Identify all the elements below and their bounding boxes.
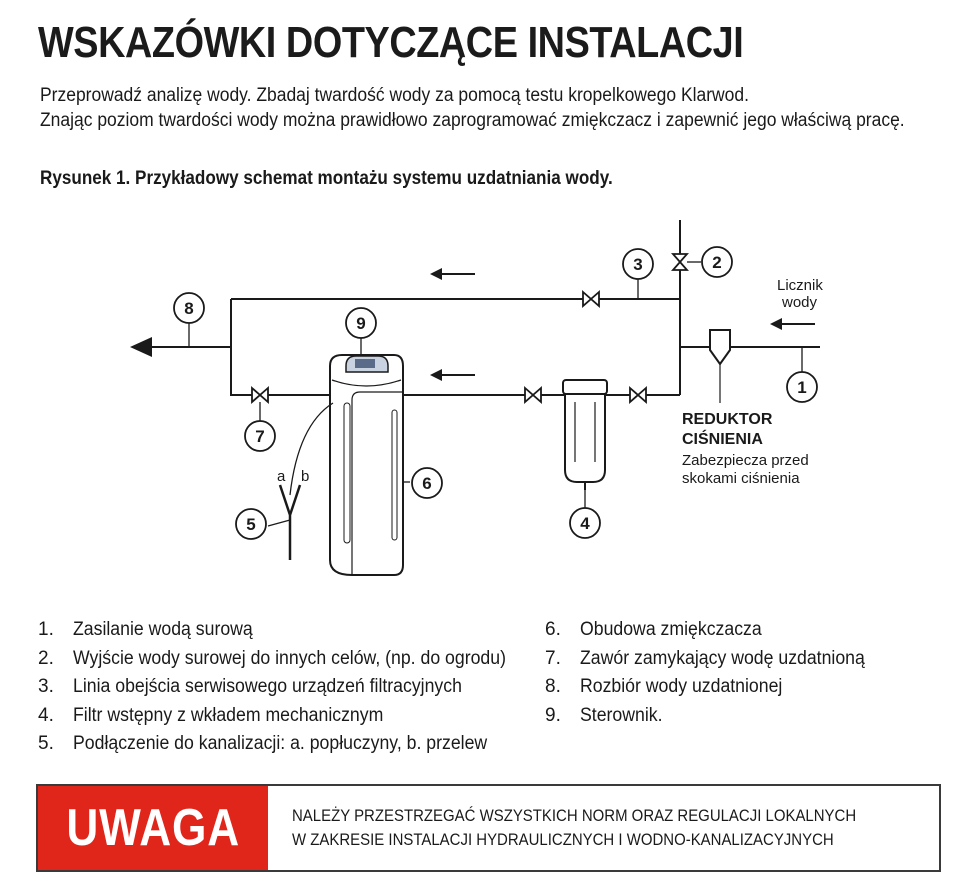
legend-right bbox=[545, 616, 886, 730]
softener-tank bbox=[330, 355, 403, 575]
drain-label-a: a bbox=[277, 468, 286, 485]
warning-line-1: NALEŻY PRZESTRZEGAĆ WSZYSTKICH NORM ORAZ REGULACJI LOKALNYCH bbox=[292, 806, 857, 825]
legend-item: 5. Podłączenie do kanalizacji: a. popłuczyny, b. przelew bbox=[38, 733, 488, 754]
treated-water-pipe bbox=[231, 299, 330, 395]
intro-line-2: Znając poziom twardości wody można prawidłowo zaprogramować zmiękczacz i zapewnić jego właściwą pracę. bbox=[40, 110, 905, 131]
installation-diagram bbox=[0, 210, 961, 590]
legend-item: 2. Wyjście wody surowej do innych celów, (np. do ogrodu) bbox=[38, 647, 506, 669]
marker-3-label: 3 bbox=[633, 255, 643, 274]
page-title: WSKAZÓWKI DOTYCZĄCE INSTALACJI bbox=[38, 18, 744, 67]
marker-7-label: 7 bbox=[255, 427, 265, 446]
valve-outlet-7 bbox=[252, 388, 268, 402]
drain-hose bbox=[290, 403, 333, 495]
valve-filter-out bbox=[630, 388, 646, 402]
pressure-reducer bbox=[710, 330, 730, 403]
marker-8-label: 8 bbox=[184, 299, 194, 318]
marker-5-label: 5 bbox=[246, 515, 256, 534]
valve-bypass bbox=[583, 292, 599, 306]
reducer-title-line-1: REDUKTOR bbox=[682, 411, 773, 428]
meter-label-line-1: Licznik bbox=[777, 277, 823, 294]
controller-9 bbox=[346, 356, 388, 372]
legend-item: 6. Obudowa zmiękczacza bbox=[545, 619, 762, 640]
prefilter-4 bbox=[563, 380, 607, 490]
marker-1-label: 1 bbox=[797, 378, 807, 397]
legend-item: 9. Sterownik. bbox=[545, 704, 663, 726]
legend-item: 1. Zasilanie wodą surową bbox=[38, 619, 253, 640]
marker-9-label: 9 bbox=[356, 314, 366, 333]
legend-item: 7. Zawór zamykający wodę uzdatnioną bbox=[545, 647, 865, 669]
warning-box bbox=[36, 784, 941, 872]
legend-item: 8. Rozbiór wody uzdatnionej bbox=[545, 676, 783, 697]
reducer-title-line-2: CIŚNIENIA bbox=[682, 431, 763, 448]
figure-caption: Rysunek 1. Przykładowy schemat montażu systemu uzdatniania wody. bbox=[40, 168, 613, 189]
drain-label-b: b bbox=[301, 468, 310, 485]
arrow-outlet bbox=[130, 337, 152, 357]
reducer-desc-line-1: Zabezpiecza przed bbox=[682, 452, 809, 469]
warning-label: UWAGA bbox=[38, 786, 268, 870]
warning-line-2: W ZAKRESIE INSTALACJI HYDRAULICZNYCH I WODNO-KANALIZACYJNYCH bbox=[292, 830, 834, 849]
intro-text bbox=[40, 83, 905, 133]
marker-2-label: 2 bbox=[712, 253, 722, 272]
meter-label-line-2: wody bbox=[782, 294, 818, 311]
legend-item: 3. Linia obejścia serwisowego urządzeń filtracyjnych bbox=[38, 676, 462, 697]
reducer-desc-line-2: skokami ciśnienia bbox=[682, 470, 800, 487]
legend-left bbox=[38, 616, 539, 759]
valve-filter-in bbox=[525, 388, 541, 402]
marker-6-label: 6 bbox=[422, 474, 432, 493]
valve-raw-2 bbox=[673, 254, 687, 270]
intro-line-1: Przeprowadź analizę wody. Zbadaj twardość wody za pomocą testu kropelkowego Klarwod. bbox=[40, 85, 749, 106]
legend-item: 4. Filtr wstępny z wkładem mechanicznym bbox=[38, 704, 384, 726]
marker-4-label: 4 bbox=[580, 514, 590, 533]
warning-text bbox=[268, 786, 933, 870]
